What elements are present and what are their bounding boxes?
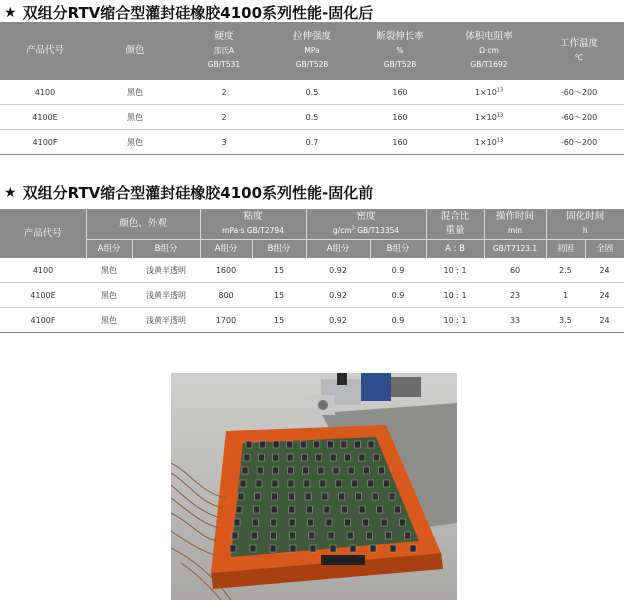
component-cell [306,506,312,513]
col-header-density: 密度 $g/cm^3$ GB/T13354 [306,209,426,240]
table-row [0,258,624,283]
component-cell [230,545,236,552]
component-cell [301,454,307,461]
cell-visc-b: 15 [252,308,306,333]
component-cell [352,480,358,487]
cell-visc-b: 15 [252,283,306,308]
cell-a-appearance: 黑色 [86,258,132,283]
component-cell [273,441,279,448]
component-cell [339,493,345,500]
cell-temp: -60～200 [534,105,624,130]
cell-visc-a: 1700 [200,308,252,333]
component-cell [372,493,378,500]
component-cell [288,480,294,487]
component-cell [324,506,330,513]
component-cell [244,454,250,461]
component-cell [246,441,252,448]
table-row [0,308,624,333]
cell-worktime: 23 [484,283,546,308]
component-cell [287,454,293,461]
cell-worktime: 33 [484,308,546,333]
component-cell [368,480,374,487]
cell-resistivity: $1\times 10^{13}$ [444,105,534,130]
table-subheader-row [0,240,624,259]
component-cell [379,467,385,474]
component-cell [272,467,278,474]
component-cell [257,467,263,474]
component-cell [359,454,365,461]
cell-code: 4100F [0,308,86,333]
component-cell [272,493,278,500]
component-cell [308,519,314,526]
component-cell [289,519,295,526]
component-cell [238,493,244,500]
cell-visc-a: 1600 [200,258,252,283]
cell-cure-initial: 2.5 [546,258,585,283]
col-header-code: 产品代号 [0,209,86,258]
cell-elongation: 160 [356,130,444,155]
component-cell [271,519,277,526]
component-cell [410,545,416,552]
cell-ratio: 10 : 1 [426,258,484,283]
subheader-b: B组分 [370,240,426,259]
component-cell [377,506,383,513]
cell-visc-a: 800 [200,283,252,308]
subheader-cure-initial: 初固 [546,240,585,259]
component-cell [254,506,260,513]
component-cell [400,519,406,526]
component-cell [330,454,336,461]
component-cell [354,441,360,448]
cell-color: 黑色 [90,130,180,155]
cell-resistivity: $1\times 10^{13}$ [444,80,534,105]
section2-title-text: 双组分RTV缩合型灌封硅橡胶4100系列性能-固化前 [22,184,374,202]
component-cell [250,545,256,552]
component-cell [288,467,294,474]
cell-elongation: 160 [356,80,444,105]
component-cell [236,506,242,513]
col-header-code: 产品代号 [0,22,90,80]
cell-temp: -60～200 [534,130,624,155]
component-cell [290,532,296,539]
subheader-b: B组分 [252,240,306,259]
component-cell [304,480,310,487]
component-cell [359,506,365,513]
component-cell [232,532,238,539]
product-photo [171,373,457,600]
component-cell [384,480,390,487]
component-cell [287,441,293,448]
component-cell [363,467,369,474]
component-cell [310,545,316,552]
cell-b-appearance: 浅黄半透明 [132,283,200,308]
component-cell [347,532,353,539]
cell-dens-b: 0.9 [370,308,426,333]
section2-title [4,182,373,203]
cell-code: 4100E [0,283,86,308]
component-cell [271,506,277,513]
component-cell [288,493,294,500]
component-cell [328,532,334,539]
cell-a-appearance: 黑色 [86,283,132,308]
col-header-resistivity: 体积电阻率 Ω·cm GB/T1692 [444,22,534,80]
table-header-row [0,22,624,80]
component-cell [255,493,261,500]
table-row [0,283,624,308]
star-icon: ★ [4,4,17,21]
cell-hardness: 2 [180,105,268,130]
cell-hardness: 3 [180,130,268,155]
tray-handle [321,555,365,565]
component-cell [336,480,342,487]
cell-temp: -60～200 [534,80,624,105]
component-cell [270,545,276,552]
component-cell [314,441,320,448]
col-header-viscosity: 粘度 mPa·s GB/T2794 [200,209,306,240]
cell-color: 黑色 [90,105,180,130]
cell-hardness: 2 [180,80,268,105]
col-header-hardness: 硬度 邵氏A GB/T531 [180,22,268,80]
subheader-worktime-std: GB/T7123.1 [484,240,546,259]
component-cell [322,493,328,500]
cell-cure-full: 24 [585,308,624,333]
component-cell [350,545,356,552]
cured-properties-table [0,22,624,155]
subheader-a: A组分 [86,240,132,259]
component-cell [290,545,296,552]
cell-cure-full: 24 [585,283,624,308]
component-cell [305,493,311,500]
component-cell [390,545,396,552]
cell-ratio: 10 : 1 [426,283,484,308]
component-cell [394,506,400,513]
component-cell [309,532,315,539]
cell-tensile: 0.5 [268,80,356,105]
cell-code: 4100 [0,258,86,283]
cell-resistivity: $1\times 10^{13}$ [444,130,534,155]
table-row [0,80,624,105]
subheader-a: A组分 [306,240,370,259]
cell-a-appearance: 黑色 [86,308,132,333]
cell-elongation: 160 [356,105,444,130]
col-header-elongation: 断裂伸长率 % GB/T528 [356,22,444,80]
section1-title-text: 双组分RTV缩合型灌封硅橡胶4100系列性能-固化后 [22,4,374,22]
component-cell [373,454,379,461]
component-cell [240,480,246,487]
component-cell [251,532,257,539]
cell-visc-b: 15 [252,258,306,283]
subheader-b: B组分 [132,240,200,259]
component-cell [270,532,276,539]
col-header-appearance: 颜色、外观 [86,209,200,240]
col-header-temp: 工作温度 ℃ [534,22,624,80]
table-row [0,130,624,155]
section1-title [4,2,373,23]
cell-tensile: 0.5 [268,105,356,130]
component-cell [252,519,258,526]
component-cell [256,480,262,487]
col-header-cure: 固化时间 h [546,209,624,240]
col-header-ratio: 混合比 重量 [426,209,484,240]
cell-code: 4100F [0,130,90,155]
cell-code: 4100 [0,80,90,105]
uncured-properties-table [0,209,624,333]
cell-ratio: 10 : 1 [426,308,484,333]
component-cell [355,493,361,500]
component-cell [330,545,336,552]
component-cell [370,545,376,552]
cell-b-appearance: 浅黄半透明 [132,308,200,333]
component-cell [342,506,348,513]
cell-dens-a: 0.92 [306,283,370,308]
component-cell [405,532,411,539]
component-cell [234,519,240,526]
component-cell [260,441,266,448]
cell-color: 黑色 [90,80,180,105]
component-cell [368,441,374,448]
subheader-ratio: A : B [426,240,484,259]
cell-cure-initial: 3.5 [546,308,585,333]
subheader-a: A组分 [200,240,252,259]
table-row [0,105,624,130]
component-cell [300,441,306,448]
component-cell [242,467,248,474]
component-cell [333,467,339,474]
col-header-worktime: 操作时间 min [484,209,546,240]
component-cell [289,506,295,513]
star-icon: ★ [4,184,17,201]
component-cell [366,532,372,539]
cell-b-appearance: 浅黄半透明 [132,258,200,283]
cell-code: 4100E [0,105,90,130]
table-header-row [0,209,624,240]
subheader-cure-full: 全固 [585,240,624,259]
cell-dens-a: 0.92 [306,308,370,333]
component-cell [327,441,333,448]
cell-cure-initial: 1 [546,283,585,308]
cell-dens-b: 0.9 [370,283,426,308]
cell-cure-full: 24 [585,258,624,283]
component-cell [258,454,264,461]
component-cell [341,441,347,448]
component-cell [381,519,387,526]
component-cell [316,454,322,461]
component-cell [273,454,279,461]
cell-worktime: 60 [484,258,546,283]
component-cell [389,493,395,500]
cell-dens-a: 0.92 [306,258,370,283]
component-cell [345,454,351,461]
component-cell [326,519,332,526]
component-cell [272,480,278,487]
component-cell [303,467,309,474]
component-cell [348,467,354,474]
component-cell [318,467,324,474]
cell-dens-b: 0.9 [370,258,426,283]
component-cell [386,532,392,539]
cell-tensile: 0.7 [268,130,356,155]
component-cell [344,519,350,526]
col-header-color: 颜色 [90,22,180,80]
col-header-tensile: 拉伸强度 MPa GB/T528 [268,22,356,80]
component-cell [320,480,326,487]
component-cell [363,519,369,526]
